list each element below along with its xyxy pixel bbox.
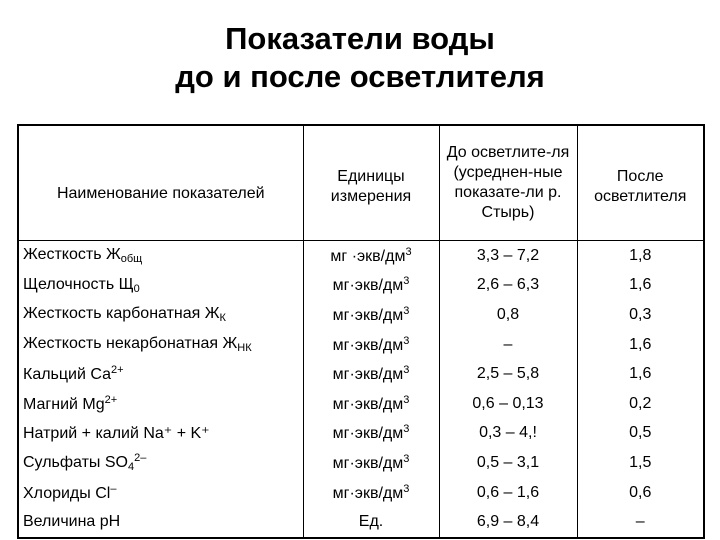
after-value: –: [577, 507, 704, 538]
before-value: 0,6 – 0,13: [439, 389, 577, 419]
table-row: [18, 419, 704, 449]
before-value: 0,6 – 1,6: [439, 478, 577, 508]
before-value: 6,9 – 8,4: [439, 507, 577, 538]
header-before: До осветлите-ля (усреднен-ные показате-ли р. Стырь): [439, 125, 577, 241]
before-value: 0,3 – 4,!: [439, 419, 577, 449]
table-row: [18, 241, 704, 271]
after-value: 1,8: [577, 241, 704, 271]
after-value: 0,6: [577, 478, 704, 508]
page-title: [0, 20, 720, 96]
before-value: 2,6 – 6,3: [439, 271, 577, 301]
title-line-1: Показатели воды: [225, 21, 495, 56]
header-row: [18, 125, 704, 241]
after-value: 0,5: [577, 419, 704, 449]
indicator-name: Натрий + калий Na⁺ + K⁺: [18, 419, 303, 449]
unit-cell: $мг\cdot экв/дм^3$: [303, 478, 439, 508]
title-line-2: до и после осветлителя: [175, 59, 545, 94]
unit-cell: $мг\cdot экв/дм^3$: [303, 448, 439, 478]
header-units: Единицы измерения: [303, 125, 439, 241]
header-name: Наименование показателей: [18, 125, 303, 241]
indicator-name: Сульфаты $SO_4^{2-}$: [18, 448, 303, 478]
after-value: 1,6: [577, 359, 704, 389]
indicator-name: Жесткость карбонатная $Ж_К$: [18, 300, 303, 330]
table-row: [18, 507, 704, 538]
table-row: [18, 359, 704, 389]
table-row: [18, 389, 704, 419]
table-row: [18, 330, 704, 360]
indicator-name: Жесткость некарбонатная $Ж_{НК}$: [18, 330, 303, 360]
before-value: 3,3 – 7,2: [439, 241, 577, 271]
header-after: После осветлителя: [577, 125, 704, 241]
table-row: [18, 448, 704, 478]
table-row: [18, 478, 704, 508]
indicator-name: Жесткость $Ж_{общ}$: [18, 241, 303, 271]
before-value: 0,5 – 3,1: [439, 448, 577, 478]
after-value: 1,6: [577, 330, 704, 360]
after-value: 1,5: [577, 448, 704, 478]
before-value: 0,8: [439, 300, 577, 330]
water-indicators-table: [17, 124, 705, 539]
unit-cell: $мг\cdot экв/дм^3$: [303, 419, 439, 449]
before-value: –: [439, 330, 577, 360]
unit-cell: $мг\cdot экв/дм^3$: [303, 300, 439, 330]
unit-cell: $мг\cdot экв/дм^3$: [303, 271, 439, 301]
unit-cell: мг $\cdot экв/дм^3$: [303, 241, 439, 271]
indicator-name: Магний $Mg^{2+}$: [18, 389, 303, 419]
unit-cell: Ед.: [303, 507, 439, 538]
unit-cell: $мг\cdot экв/дм^3$: [303, 359, 439, 389]
before-value: 2,5 – 5,8: [439, 359, 577, 389]
unit-cell: $мг\cdot экв/дм^3$: [303, 389, 439, 419]
after-value: 1,6: [577, 271, 704, 301]
table-row: [18, 300, 704, 330]
indicator-name: Величина рН: [18, 507, 303, 538]
indicator-name: Хлориды Cl–: [18, 478, 303, 508]
after-value: 0,2: [577, 389, 704, 419]
indicator-name: Кальций $Са^{2+}$: [18, 359, 303, 389]
table-row: [18, 271, 704, 301]
unit-cell: $мг\cdot экв/дм^3$: [303, 330, 439, 360]
after-value: 0,3: [577, 300, 704, 330]
indicator-name: Щелочность $Щ_0$: [18, 271, 303, 301]
